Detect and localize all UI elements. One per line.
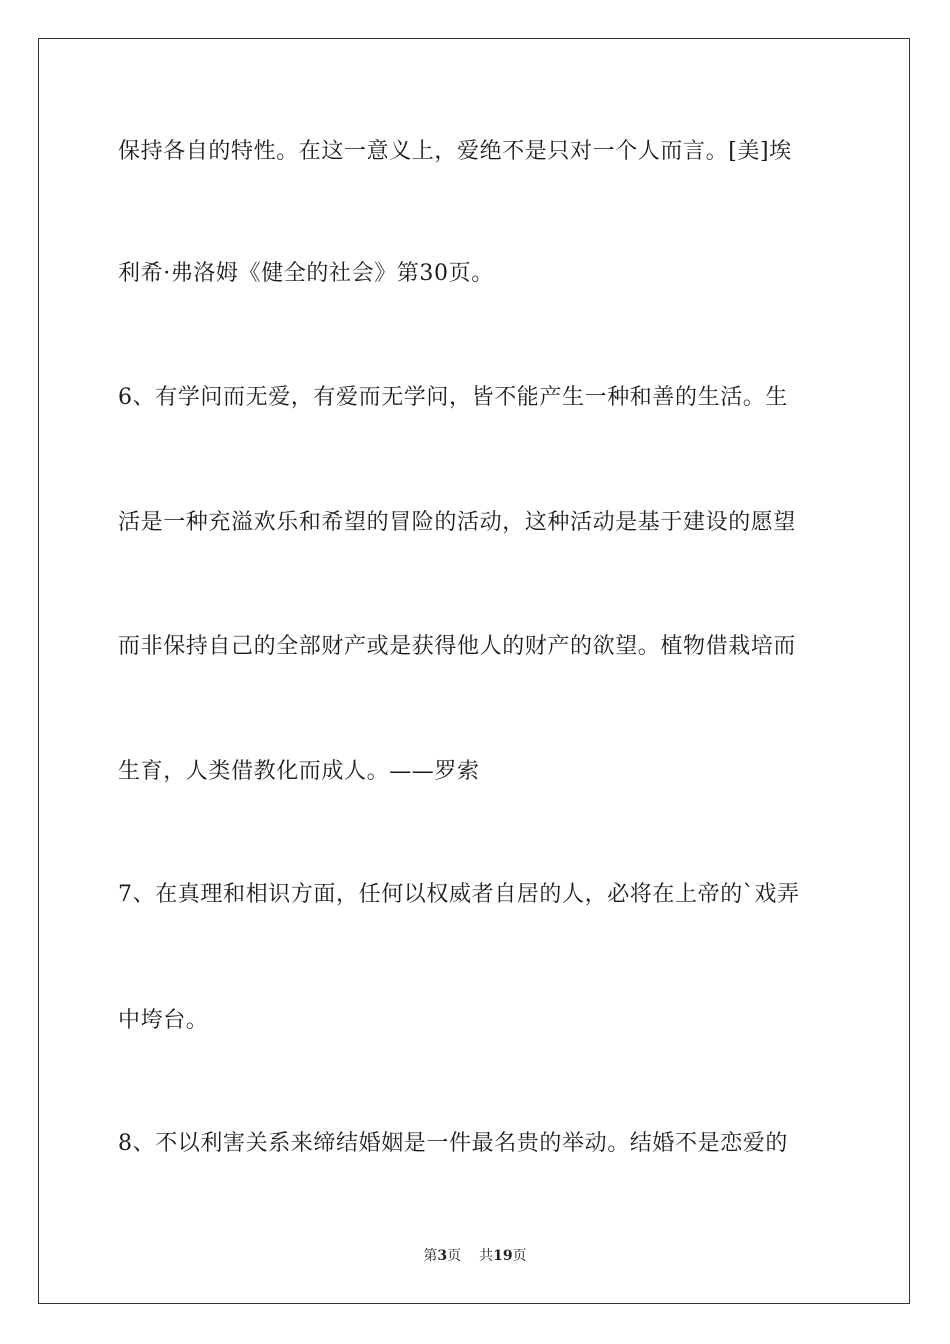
- total-suffix: 页: [512, 1248, 527, 1264]
- page-footer: [0, 1246, 950, 1266]
- text-line: 活是一种充溢欢乐和希望的冒险的活动，这种活动是基于建设的愿望: [118, 510, 797, 535]
- page-suffix: 页: [447, 1248, 462, 1264]
- page-prefix: 第: [423, 1248, 438, 1264]
- text-line: 生育，人类借教化而成人。——罗索: [118, 759, 480, 784]
- page-border: [38, 38, 910, 1304]
- total-pages: 19: [493, 1248, 513, 1264]
- text-line: 保持各自的特性。在这一意义上，爱绝不是只对一个人而言。[美]埃: [118, 139, 792, 164]
- text-line: 8、不以利害关系来缔结婚姻是一件最名贵的举动。结婚不是恋爱的: [118, 1131, 788, 1156]
- text-line: 中垮台。: [118, 1008, 209, 1033]
- total-prefix: 共: [479, 1248, 494, 1264]
- text-line: 而非保持自己的全部财产或是获得他人的财产的欲望。植物借栽培而: [118, 634, 797, 659]
- text-line: 7、在真理和相识方面，任何以权威者自居的人，必将在上帝的`戏弄: [118, 882, 800, 907]
- text-line: 利希·弗洛姆《健全的社会》第30页。: [118, 261, 494, 286]
- text-line: 6、有学问而无爱，有爱而无学问，皆不能产生一种和善的生活。生: [118, 385, 788, 410]
- page-number: 3: [437, 1248, 448, 1264]
